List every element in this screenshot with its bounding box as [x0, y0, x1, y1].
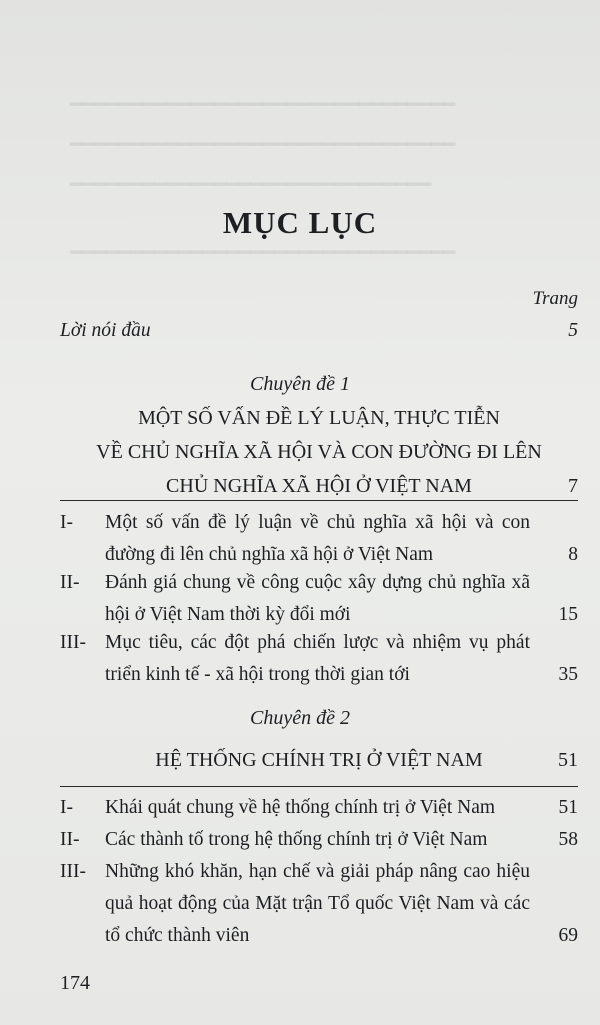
- toc-item-text: Các thành tố trong hệ thống chính trị ở Việt Nam: [105, 829, 488, 850]
- toc-item-page: 35: [558, 664, 578, 685]
- toc-item-number: I-: [60, 512, 73, 533]
- toc-item[interactable]: [60, 856, 578, 952]
- toc-item-number: I-: [60, 797, 73, 818]
- toc-item-number: III-: [60, 632, 86, 653]
- toc-item[interactable]: [60, 567, 578, 631]
- toc-item-page: 8: [568, 544, 578, 565]
- bleed-through-text: ━━━━━━━━━━━━━━━━━━━━━━━━━━━━━━━━: [70, 242, 456, 264]
- toc-item-text: Những khó khăn, hạn chế và giải pháp nâng cao hiệu quả hoạt động của Mặt trận Tổ quốc Việt Nam và các tổ chức thành viên: [105, 861, 530, 946]
- chapter-label: Chuyên đề 2: [250, 707, 350, 729]
- toc-title: MỤC LỤC: [222, 205, 378, 240]
- chapter-page: 7: [568, 475, 578, 497]
- toc-item-number: II-: [60, 829, 80, 850]
- toc-item-text: Một số vấn đề lý luận về chủ nghĩa xã hội và con đường đi lên chủ nghĩa xã hội ở Việt Nam: [105, 512, 530, 565]
- chapter-page: 51: [558, 749, 578, 771]
- bleed-through-text: ━━━━━━━━━━━━━━━━━━━━━━━━━━━━━━: [70, 174, 432, 196]
- chapter-title-line: HỆ THỐNG CHÍNH TRỊ Ở VIỆT NAM: [155, 749, 483, 771]
- toc-entry-label: Lời nói đầu: [60, 320, 151, 341]
- chapter-title-line: CHỦ NGHĨA XÃ HỘI Ở VIỆT NAM: [166, 475, 472, 497]
- toc-item-page: 51: [558, 797, 578, 818]
- toc-item-number: II-: [60, 572, 80, 593]
- divider: [60, 500, 578, 501]
- toc-entry-intro[interactable]: [60, 320, 578, 342]
- toc-item-number: III-: [60, 861, 86, 882]
- toc-item-page: 15: [558, 604, 578, 625]
- toc-item-text: Đánh giá chung về công cuộc xây dựng chủ nghĩa xã hội ở Việt Nam thời kỳ đổi mới: [105, 572, 530, 625]
- chapter-title-line: VỀ CHỦ NGHĨA XÃ HỘI VÀ CON ĐƯỜNG ĐI LÊN: [96, 441, 542, 463]
- toc-item-page: 58: [558, 829, 578, 850]
- page-column-header: Trang: [532, 288, 578, 309]
- toc-item[interactable]: [60, 627, 578, 691]
- toc-item[interactable]: [60, 507, 578, 571]
- chapter-title[interactable]: [60, 401, 578, 503]
- page-number: 174: [60, 972, 90, 994]
- chapter-title[interactable]: [60, 743, 578, 777]
- chapter-label: Chuyên đề 1: [250, 373, 350, 395]
- toc-entry-page: 5: [568, 320, 578, 341]
- toc-item[interactable]: [60, 792, 578, 824]
- toc-item[interactable]: [60, 824, 578, 856]
- divider: [60, 786, 578, 787]
- bleed-through-text: ━━━━━━━━━━━━━━━━━━━━━━━━━━━━━━━━: [70, 94, 456, 116]
- toc-item-text: Khái quát chung về hệ thống chính trị ở Việt Nam: [105, 797, 496, 818]
- toc-item-page: 69: [558, 925, 578, 946]
- bleed-through-text: ━━━━━━━━━━━━━━━━━━━━━━━━━━━━━━━━: [70, 134, 456, 156]
- chapter-title-line: MỘT SỐ VẤN ĐỀ LÝ LUẬN, THỰC TIỄN: [138, 407, 500, 429]
- toc-item-text: Mục tiêu, các đột phá chiến lược và nhiệm vụ phát triển kinh tế - xã hội trong thời gian tới: [105, 632, 530, 685]
